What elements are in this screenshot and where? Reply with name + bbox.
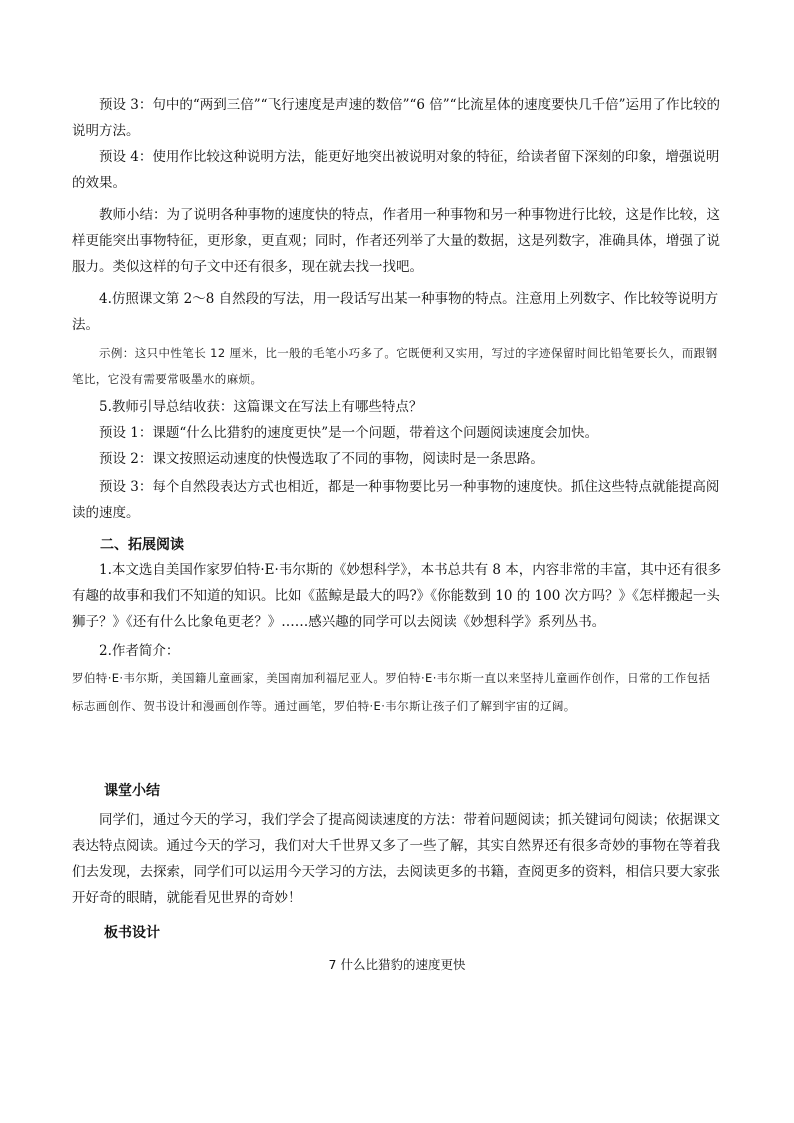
paragraph-teacher-summary: 教师小结：为了说明各种事物的速度快的特点，作者用一种事物和另一种事物进行比较，这是作比较，这样更能突出事物特征，更形象，更直观；同时，作者还列举了大量的数据，这是列数字，准确具体，增强了说服力。类似这样的句子文中还有很多，现在就去找一找吧。 (72, 207, 720, 275)
example-text: 示例：这只中性笔长 12 厘米，比一般的毛笔小巧多了。它既便利又实用，写过的字迹保留时间比铅笔要长久，而跟钢笔比，它没有需要常吸墨水的麻烦。 (72, 346, 718, 386)
board-title: 7 什么比猎豹的速度更快 (328, 957, 466, 972)
paragraph-task-5: 5.教师引导总结收获：这篇课文在写法上有哪些特点？ (99, 399, 423, 415)
heading-board-design: 板书设计 (104, 925, 160, 941)
paragraph-preset-2: 预设 2：课文按照运动速度的快慢选取了不同的事物，阅读时是一条思路。 (99, 451, 544, 467)
paragraph-book-intro: 1.本文选自美国作家罗伯特·E·韦尔斯的《妙想科学》，本书总共有 8 本，内容非常的丰富，其中还有很多有趣的故事和我们不知道的知识。比如《蓝鲸是最大的吗?》《你能数到 10 的 100 次方吗？》《怎样搬起一头狮子？》《还有什么比象龟更老？》……感兴趣的同学可以去阅读《妙想科学》系列丛书。 (72, 562, 722, 630)
paragraph-class-summary: 同学们，通过今天的学习，我们学会了提高阅读速度的方法：带着问题阅读；抓关键词句阅读；依据课文表达特点阅读。通过今天的学习，我们对大千世界又多了一些了解，其实自然界还有很多奇妙的事物在等着我们去发现，去探索，同学们可以运用今天学习的方法，去阅读更多的书籍，查阅更多的资料，相信只要大家张开好奇的眼睛，就能看见世界的奇妙！ (72, 812, 720, 906)
paragraph-preset-3: 预设 3：句中的“两到三倍”“飞行速度是声速的数倍”“6 倍”“比流星体的速度要快几千倍”运用了作比较的说明方法。 (72, 97, 720, 139)
paragraph-task-4: 4.仿照课文第 2～8 自然段的写法，用一段话写出某一种事物的特点。注意用上列数字、作比较等说明方法。 (72, 291, 719, 333)
author-bio: 罗伯特·E·韦尔斯，美国籍儿童画家，美国南加利福尼亚人。罗伯特·E·韦尔斯一直以来坚持儿童画作创作，日常的工作包括标志画创作、贺书设计和漫画创作等。通过画笔，罗伯特·E·韦尔斯让孩子们了解到宇宙的辽阔。 (72, 671, 711, 713)
paragraph-author-heading: 2.作者简介： (99, 643, 180, 659)
heading-extended-reading: 二、拓展阅读 (100, 537, 184, 553)
heading-class-summary: 课堂小结 (104, 783, 160, 799)
paragraph-preset-1: 预设 1：课题“什么比猎豹的速度更快”是一个问题，带着这个问题阅读速度会加快。 (99, 425, 599, 441)
paragraph-preset-4: 预设 4：使用作比较这种说明方法，能更好地突出被说明对象的特征，给读者留下深刻的印象，增强说明的效果。 (72, 149, 720, 191)
paragraph-preset-3b: 预设 3：每个自然段表达方式也相近，都是一种事物要比另一种事物的速度快。抓住这些特点就能提高阅读的速度。 (72, 479, 720, 521)
